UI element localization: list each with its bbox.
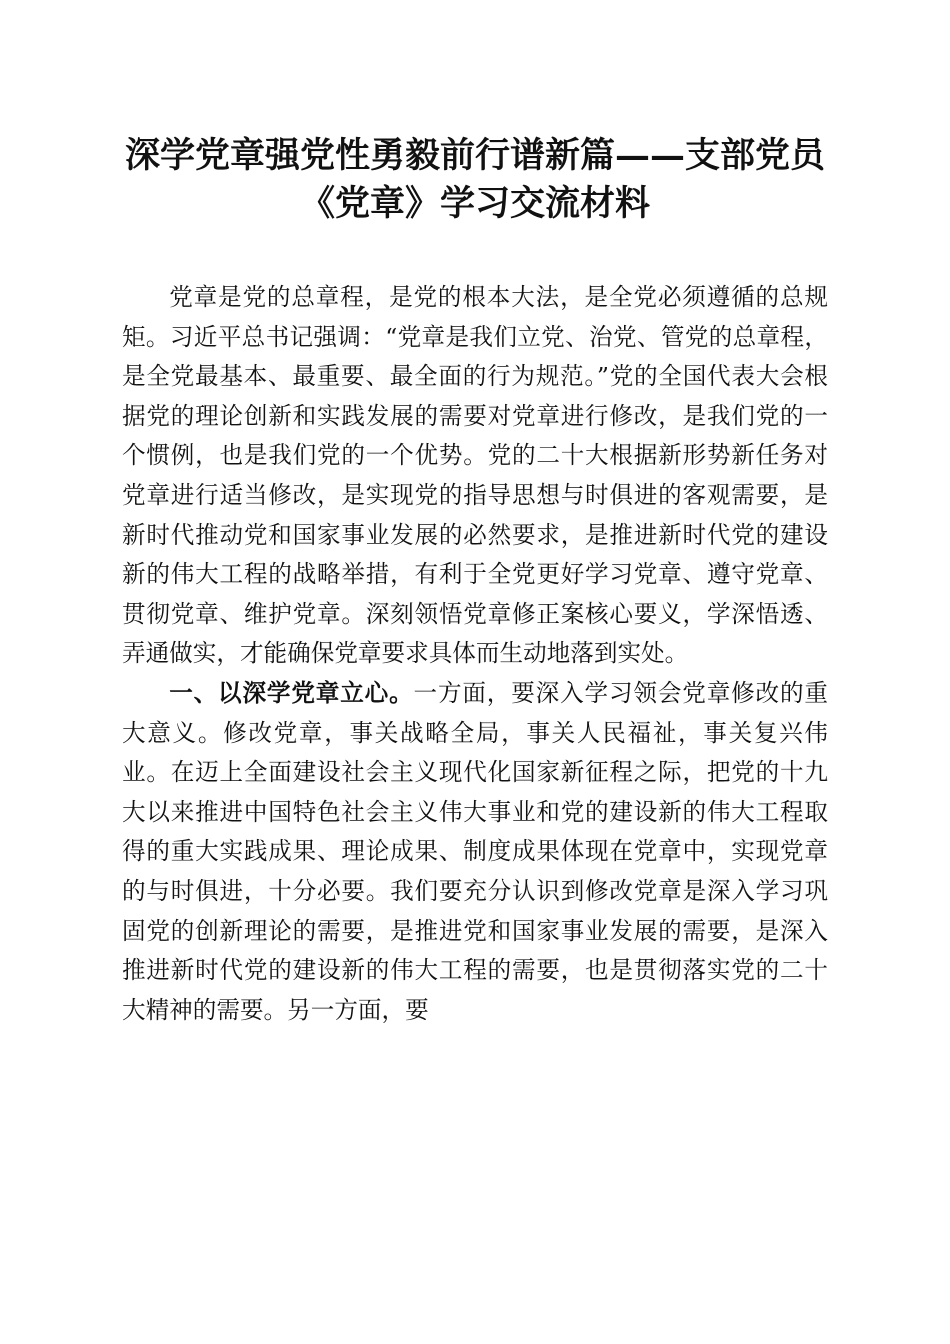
title-line-1: 深学党章强党性勇毅前行谱新篇——支部党员 [124, 135, 825, 176]
document-body [122, 278, 828, 1030]
title-line-2: 《党章》学习交流材料 [299, 183, 650, 224]
document-title [100, 132, 850, 228]
intro-paragraph: 党章是党的总章程，是党的根本大法，是全党必须遵循的总规矩。习近平总书记强调：“党章是我们立党、治党、管党的总章程，是全党最基本、最重要、最全面的行为规范。”党的全国代表大会根据党的理论创新和实践发展的需要对党章进行修改，是我们党的一个惯例，也是我们党的一个优势。党的二十大根据新形势新任务对党章进行适当修改，是实现党的指导思想与时俱进的客观需要，是新时代推动党和国家事业发展的必然要求，是推进新时代党的建设新的伟大工程的战略举措，有利于全党更好学习党章、遵守党章、贯彻党章、维护党章。深刻领悟党章修正案核心要义，学深悟透、弄通做实，才能确保党章要求具体而生动地落到实处。 [122, 283, 828, 668]
section-1-heading: 一、以深学党章立心。 [169, 678, 414, 707]
section-1-text: 一方面，要深入学习领会党章修改的重大意义。修改党章，事关战略全局，事关人民福祉，事关复兴伟业。在迈上全面建设社会主义现代化国家新征程之际，把党的十九大以来推进中国特色社会主义伟大事业和党的建设新的伟大工程取得的重大实践成果、理论成果、制度成果体现在党章中，实现党章的与时俱进，十分必要。我们要充分认识到修改党章是深入学习巩固党的创新理论的需要，是推进党和国家事业发展的需要，是深入推进新时代党的建设新的伟大工程的需要，也是贯彻落实党的二十大精神的需要。另一方面，要 [122, 678, 829, 1024]
section-1-paragraph [122, 674, 828, 1030]
